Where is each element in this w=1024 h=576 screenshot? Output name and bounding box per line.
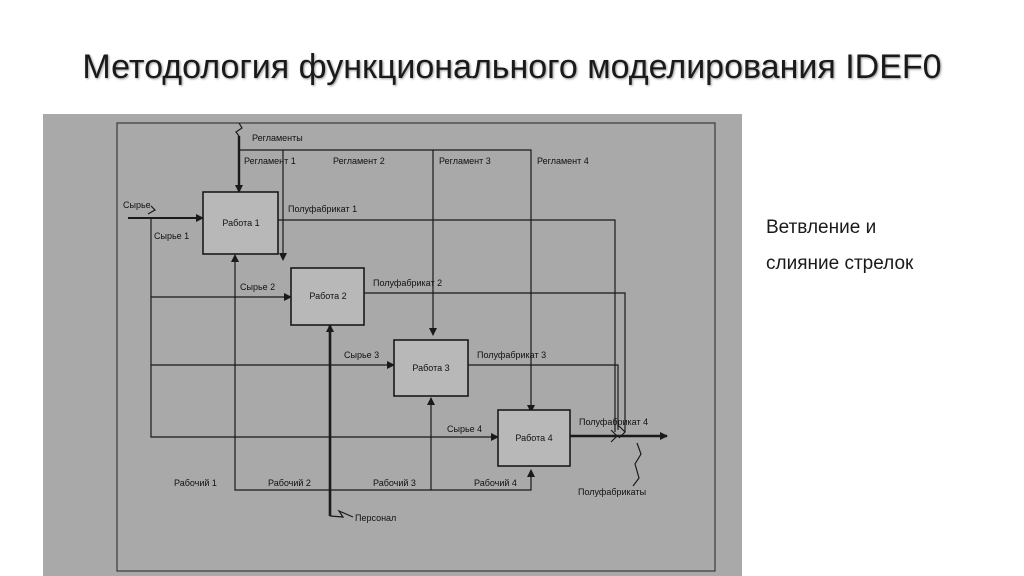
outputs-squiggle: [633, 443, 641, 486]
input-label-1: Сырье 1: [154, 231, 190, 241]
mechanisms-group-label: Персонал: [355, 513, 397, 523]
mechanism-label-4: Рабочий 4: [474, 478, 517, 488]
control-label-4: Регламент 4: [537, 156, 589, 166]
output-label-4: Полуфабрикат 4: [579, 417, 649, 427]
idef0-diagram-svg: [43, 114, 742, 576]
control-label-1: Регламент 1: [244, 156, 296, 166]
activity-box-2-label: Работа 2: [309, 291, 347, 301]
outputs-group-label: Полуфабрикаты: [578, 487, 647, 497]
activity-box-3: [394, 340, 468, 396]
output-arrow-1: [278, 220, 615, 432]
output-label-1: Полуфабрикат 1: [288, 204, 358, 214]
mechanism-arrow-3: [330, 398, 431, 490]
output-label-2: Полуфабрикат 2: [373, 278, 443, 288]
controls-group-label: Регламенты: [252, 133, 303, 143]
activity-box-1-label: Работа 1: [222, 218, 260, 228]
slide-title: Методология функционального моделирования IDEF0: [82, 48, 942, 86]
side-note: [766, 210, 996, 282]
output-label-3: Полуфабрикат 3: [477, 350, 547, 360]
control-label-2: Регламент 2: [333, 156, 385, 166]
controls-squiggle: [236, 123, 242, 136]
input-label-4: Сырье 4: [447, 424, 483, 434]
input-label-3: Сырье 3: [344, 350, 380, 360]
mechanism-label-1: Рабочий 1: [174, 478, 217, 488]
side-note-line-2: слияние стрелок: [766, 253, 914, 274]
mechanisms-squiggle: [330, 511, 353, 517]
activity-box-4-label: Работа 4: [515, 433, 553, 443]
mechanism-label-2: Рабочий 2: [268, 478, 311, 488]
mechanism-label-3: Рабочий 3: [373, 478, 416, 488]
side-note-line-1: Ветвление и: [766, 217, 877, 238]
inputs-group-label: Сырье: [123, 200, 151, 210]
activity-box-4: [498, 410, 570, 466]
activity-box-2: [291, 268, 364, 325]
input-label-2: Сырье 2: [240, 282, 276, 292]
control-label-3: Регламент 3: [439, 156, 491, 166]
activity-box-3-label: Работа 3: [412, 363, 450, 373]
activity-box-1: [203, 192, 278, 254]
idef0-diagram: [43, 114, 742, 576]
